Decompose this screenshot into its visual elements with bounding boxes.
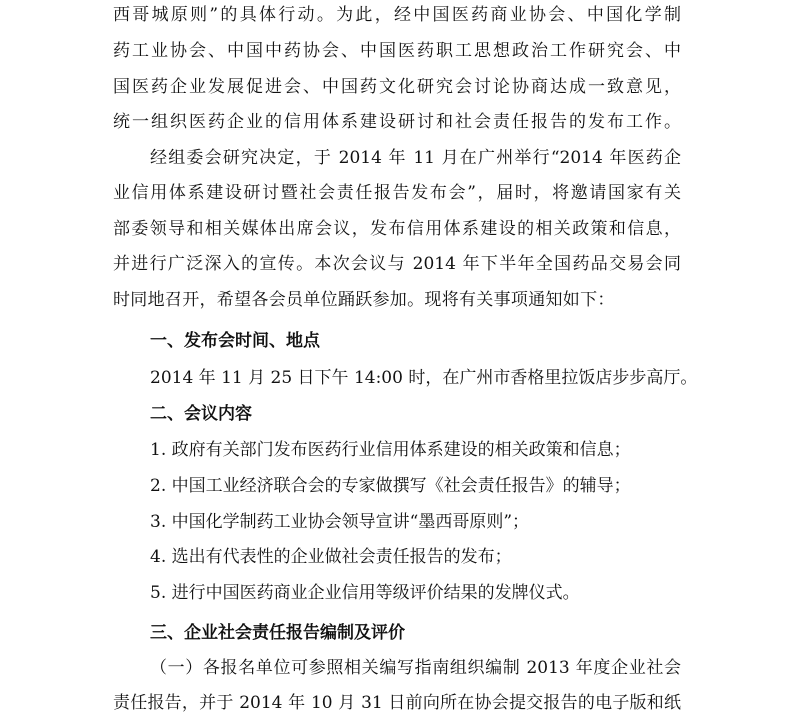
paragraph-line: 经组委会研究决定，于 2014 年 11 月在广州举行“2014 年医药企	[150, 148, 681, 168]
paragraph-line: 责任报告，并于 2014 年 10 月 31 日前向所在协会提交报告的电子版和纸	[113, 693, 681, 713]
paragraph-line: 并进行广泛深入的宣传。本次会议与 2014 年下半年全国药品交易会同	[113, 254, 681, 274]
paragraph-line: 西哥城原则”的具体行动。为此，经中国医药商业协会、中国化学制	[113, 5, 681, 25]
paragraph-line: 药工业协会、中国中药协会、中国医药职工思想政治工作研究会、中	[113, 41, 681, 61]
paragraph-line: 部委领导和相关媒体出席会议，发布信用体系建设的相关政策和信息，	[113, 219, 681, 239]
list-item: 5. 进行中国医药商业企业信用等级评价结果的发牌仪式。	[150, 583, 580, 603]
paragraph-line: 业信用体系建设研讨暨社会责任报告发布会”，届时，将邀请国家有关	[113, 183, 681, 203]
section-heading: 一、发布会时间、地点	[150, 331, 320, 351]
paragraph-line: （一）各报名单位可参照相关编写指南组织编制 2013 年度企业社会	[150, 658, 681, 678]
section-heading: 二、会议内容	[150, 404, 252, 424]
list-item: 2. 中国工业经济联合会的专家做撰写《社会责任报告》的辅导；	[150, 476, 631, 496]
section-heading: 三、企业社会责任报告编制及评价	[150, 623, 405, 643]
list-item: 1. 政府有关部门发布医药行业信用体系建设的相关政策和信息；	[150, 440, 631, 460]
paragraph-line: 2014 年 11 月 25 日下午 14:00 时，在广州市香格里拉饭店步步高厅。	[150, 368, 698, 388]
paragraph-line: 国医药企业发展促进会、中国药文化研究会讨论协商达成一致意见，	[113, 77, 681, 97]
paragraph-line: 时同地召开，希望各会员单位踊跃参加。现将有关事项通知如下：	[113, 290, 615, 310]
list-item: 3. 中国化学制药工业协会领导宣讲“墨西哥原则”；	[150, 512, 530, 532]
paragraph-line: 统一组织医药企业的信用体系建设研讨和社会责任报告的发布工作。	[113, 112, 681, 132]
list-item: 4. 选出有代表性的企业做社会责任报告的发布；	[150, 547, 512, 567]
